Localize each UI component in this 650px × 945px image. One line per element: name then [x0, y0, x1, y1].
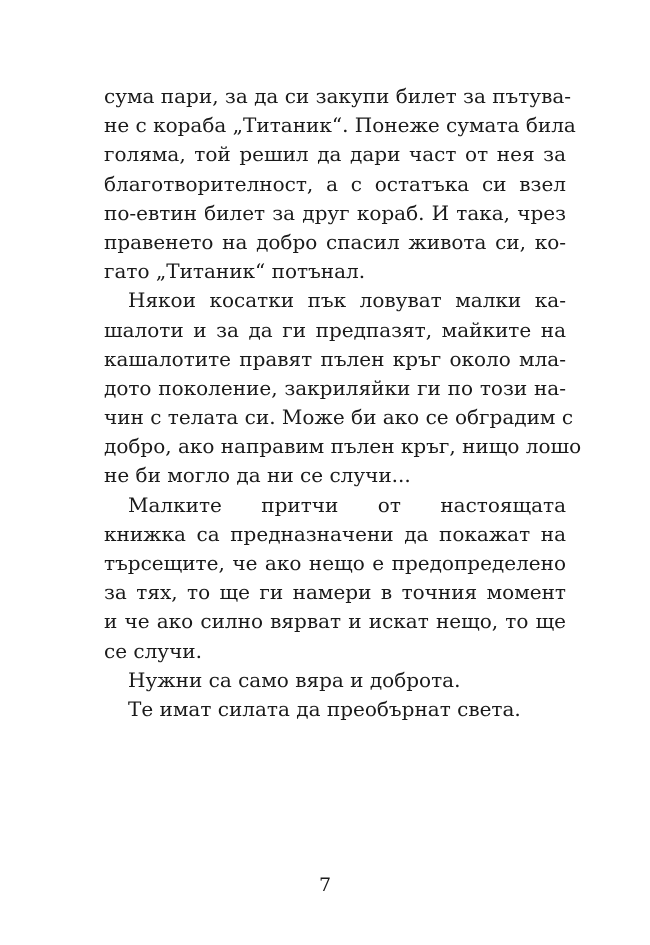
- text-line: кашалотите правят пълен кръг около мла-: [104, 346, 566, 371]
- page-number: 7: [318, 874, 332, 896]
- paragraph-3: [104, 491, 566, 666]
- text-line: добро, ако направим пълен кръг, нищо лошо: [104, 434, 582, 459]
- text-line: се случи.: [104, 638, 202, 663]
- text-line: и че ако силно вярват и искат нещо, то ще: [104, 609, 566, 634]
- text-line: дото поколение, закриляйки ги по този на-: [104, 375, 566, 400]
- text-line: сума пари, за да си закупи билет за пътува-: [104, 84, 572, 108]
- text-line: правенето на добро спасил живота си, ко-: [104, 229, 566, 254]
- text-line: Нужни са само вяра и доброта.: [128, 667, 461, 692]
- text-line: чин с телата си. Може би ако се обградим с: [104, 405, 574, 430]
- text-line: голяма, той решил да дари част от нея за: [104, 142, 566, 167]
- paragraph-5: [104, 695, 566, 724]
- text-line: не би могло да ни се случи...: [104, 463, 411, 488]
- paragraph-1: [104, 82, 576, 286]
- paragraph-4: [104, 666, 566, 695]
- text-line: не с кораба „Титаник“. Понеже сумата била: [104, 113, 576, 138]
- text-line: благотворителност, а с остатъка си взел: [104, 171, 566, 196]
- text-line: търсещите, че ако нещо е предопределено: [104, 551, 566, 575]
- body-text: [104, 82, 582, 724]
- text-line: Някои косатки пък ловуват малки ка-: [128, 288, 566, 313]
- text-line: за тях, то ще ги намери в точния момент: [104, 580, 566, 605]
- text-line: гато „Титаник“ потънал.: [104, 259, 366, 284]
- text-line: Малките притчи от настоящата: [128, 492, 566, 517]
- text-line: книжка са предназначени да покажат на: [104, 521, 566, 546]
- text-line: Те имат силата да преобърнат света.: [128, 696, 521, 721]
- text-line: по-евтин билет за друг кораб. И така, чрез: [104, 200, 566, 225]
- text-line: шалоти и за да ги предпазят, майките на: [104, 317, 566, 342]
- paragraph-2: [104, 286, 582, 490]
